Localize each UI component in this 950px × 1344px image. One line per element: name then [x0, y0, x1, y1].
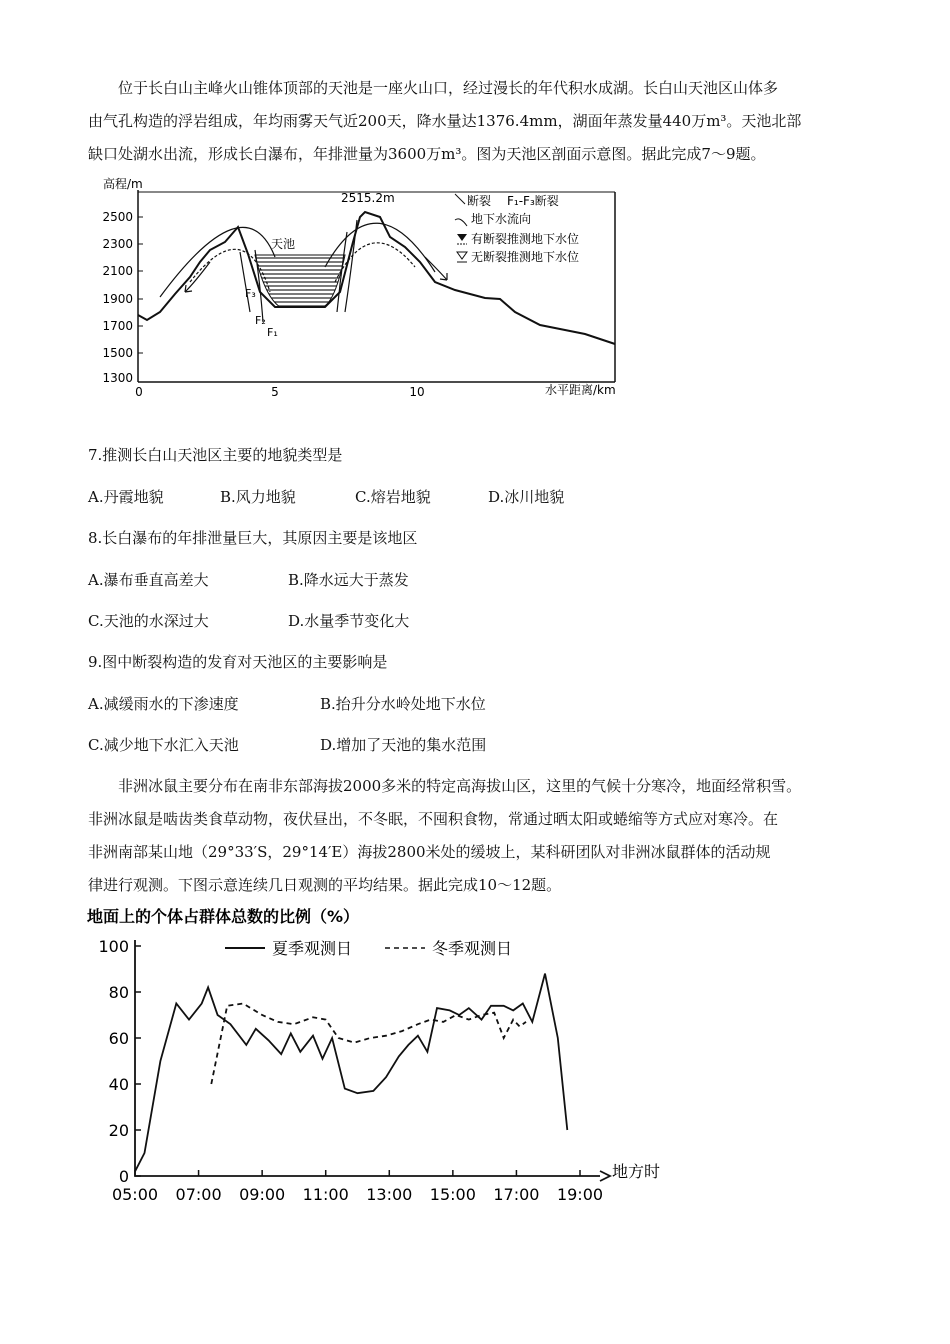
q8-option-c[interactable]: C.天池的水深过大 [88, 612, 209, 630]
legend-item: 有断裂推测地下水位 [471, 232, 580, 246]
x-axis-arrow [600, 1171, 610, 1181]
y-tick-label: 20 [108, 1121, 129, 1140]
passage-2-line-3: 非洲南部某山地（29°33′S，29°14′E）海拔2800米处的缓坡上，某科研团队对非洲冰鼠群体的活动规 [88, 843, 771, 861]
x-tick-label: 07:00 [175, 1185, 222, 1204]
passage-2 [88, 770, 888, 902]
fault-label-f1: F₁ [267, 326, 278, 339]
y-tick: 2300 [102, 237, 133, 251]
x-axis-label: 水平距离/km [545, 383, 616, 397]
y-tick: 1500 [102, 346, 133, 360]
y-tick-label: 100 [98, 937, 129, 956]
question-9-stem: 9.图中断裂构造的发育对天池区的主要影响是 [88, 653, 388, 671]
legend-winter: 冬季观测日 [432, 939, 513, 958]
fault-label-f2: F₂ [255, 314, 266, 327]
legend-summer: 夏季观测日 [272, 939, 353, 958]
legend-item: 地下水流向 [471, 212, 532, 226]
q9-option-c[interactable]: C.减少地下水汇入天池 [88, 736, 239, 754]
q8-option-a[interactable]: A.瀑布垂直高差大 [88, 571, 209, 589]
legend-item: F₁-F₃断裂 [507, 194, 559, 208]
q7-option-a[interactable]: A.丹霞地貌 [88, 488, 164, 506]
figure1-legend [455, 193, 579, 264]
passage-2-line-2: 非洲冰鼠是啮齿类食草动物，夜伏昼出，不冬眠，不囤积食物，常通过晒太阳或蜷缩等方式应对寒冷。在 [88, 810, 779, 828]
passage-1 [88, 72, 868, 171]
fault-label-f3: F₃ [245, 287, 256, 300]
x-tick-label: 05:00 [111, 1185, 159, 1204]
y-tick: 1300 [102, 371, 133, 385]
y-axis-label: 高程/m [103, 177, 143, 191]
y-tick-label: 60 [108, 1029, 129, 1048]
x-tick: 0 [135, 385, 143, 399]
x-tick-label: 19:00 [556, 1185, 604, 1204]
y-tick-label: 0 [118, 1167, 129, 1186]
q7-option-c[interactable]: C.熔岩地貌 [355, 488, 431, 506]
passage-2-line-1: 非洲冰鼠主要分布在南非东部海拔2000多米的特定高海拔山区，这里的气候十分寒冷，地面经常积雪。 [118, 777, 802, 795]
series-winter-line [211, 1004, 526, 1085]
passage-1-line-2: 由气孔构造的浮岩组成，年均雨雾天气近200天，降水量达1376.4mm，湖面年蒸发量440万m³。天池北部 [88, 112, 802, 130]
chart-title: 地面上的个体占群体总数的比例（%） [87, 907, 360, 926]
x-tick: 5 [271, 385, 279, 399]
question-8-stem: 8.长白瀑布的年排泄量巨大，其原因主要是该地区 [88, 529, 418, 547]
y-tick-label: 40 [108, 1075, 129, 1094]
chart-legend [225, 939, 512, 958]
x-tick-label: 15:00 [429, 1185, 476, 1204]
lake-label: 天池 [271, 237, 296, 251]
question-7-stem: 7.推测长白山天池区主要的地貌类型是 [88, 446, 343, 464]
x-tick-label: 11:00 [302, 1185, 349, 1204]
passage-1-line-3: 缺口处湖水出流，形成长白瀑布，年排泄量为3600万m³。图为天池区剖面示意图。据此完成7～9题。 [88, 145, 766, 163]
x-tick-label: 13:00 [366, 1185, 413, 1204]
q9-option-d[interactable]: D.增加了天池的集水范围 [320, 736, 487, 754]
tianchi-profile-figure [95, 172, 625, 402]
q7-option-b[interactable]: B.风力地貌 [220, 488, 296, 506]
y-tick: 2100 [102, 264, 133, 278]
y-tick: 1700 [102, 319, 133, 333]
y-tick: 2500 [102, 210, 133, 224]
x-tick: 10 [409, 385, 425, 399]
y-tick-label: 80 [108, 983, 129, 1002]
q9-option-b[interactable]: B.抬升分水岭处地下水位 [320, 695, 486, 713]
x-axis-label: 地方时 [612, 1162, 661, 1181]
legend-item: 断裂 [467, 194, 492, 208]
q9-option-a[interactable]: A.减缓雨水的下渗速度 [88, 695, 239, 713]
chart-axes [135, 940, 600, 1176]
q8-option-d[interactable]: D.水量季节变化大 [288, 612, 410, 630]
passage-2-line-4: 律进行观测。下图示意连续几日观测的平均结果。据此完成10～12题。 [88, 876, 562, 894]
passage-1-line-1: 位于长白山主峰火山锥体顶部的天池是一座火山口，经过漫长的年代积水成湖。长白山天池区山体多 [118, 79, 779, 97]
q7-option-d[interactable]: D.冰川地貌 [488, 488, 565, 506]
x-tick-label: 09:00 [239, 1185, 286, 1204]
x-tick-label: 17:00 [493, 1185, 540, 1204]
series-summer-line [135, 974, 567, 1172]
peak-label: 2515.2m [341, 191, 395, 205]
y-tick: 1900 [102, 292, 133, 306]
ice-rat-activity-chart [75, 900, 695, 1220]
q8-option-b[interactable]: B.降水远大于蒸发 [288, 571, 409, 589]
legend-item: 无断裂推测地下水位 [471, 250, 580, 264]
